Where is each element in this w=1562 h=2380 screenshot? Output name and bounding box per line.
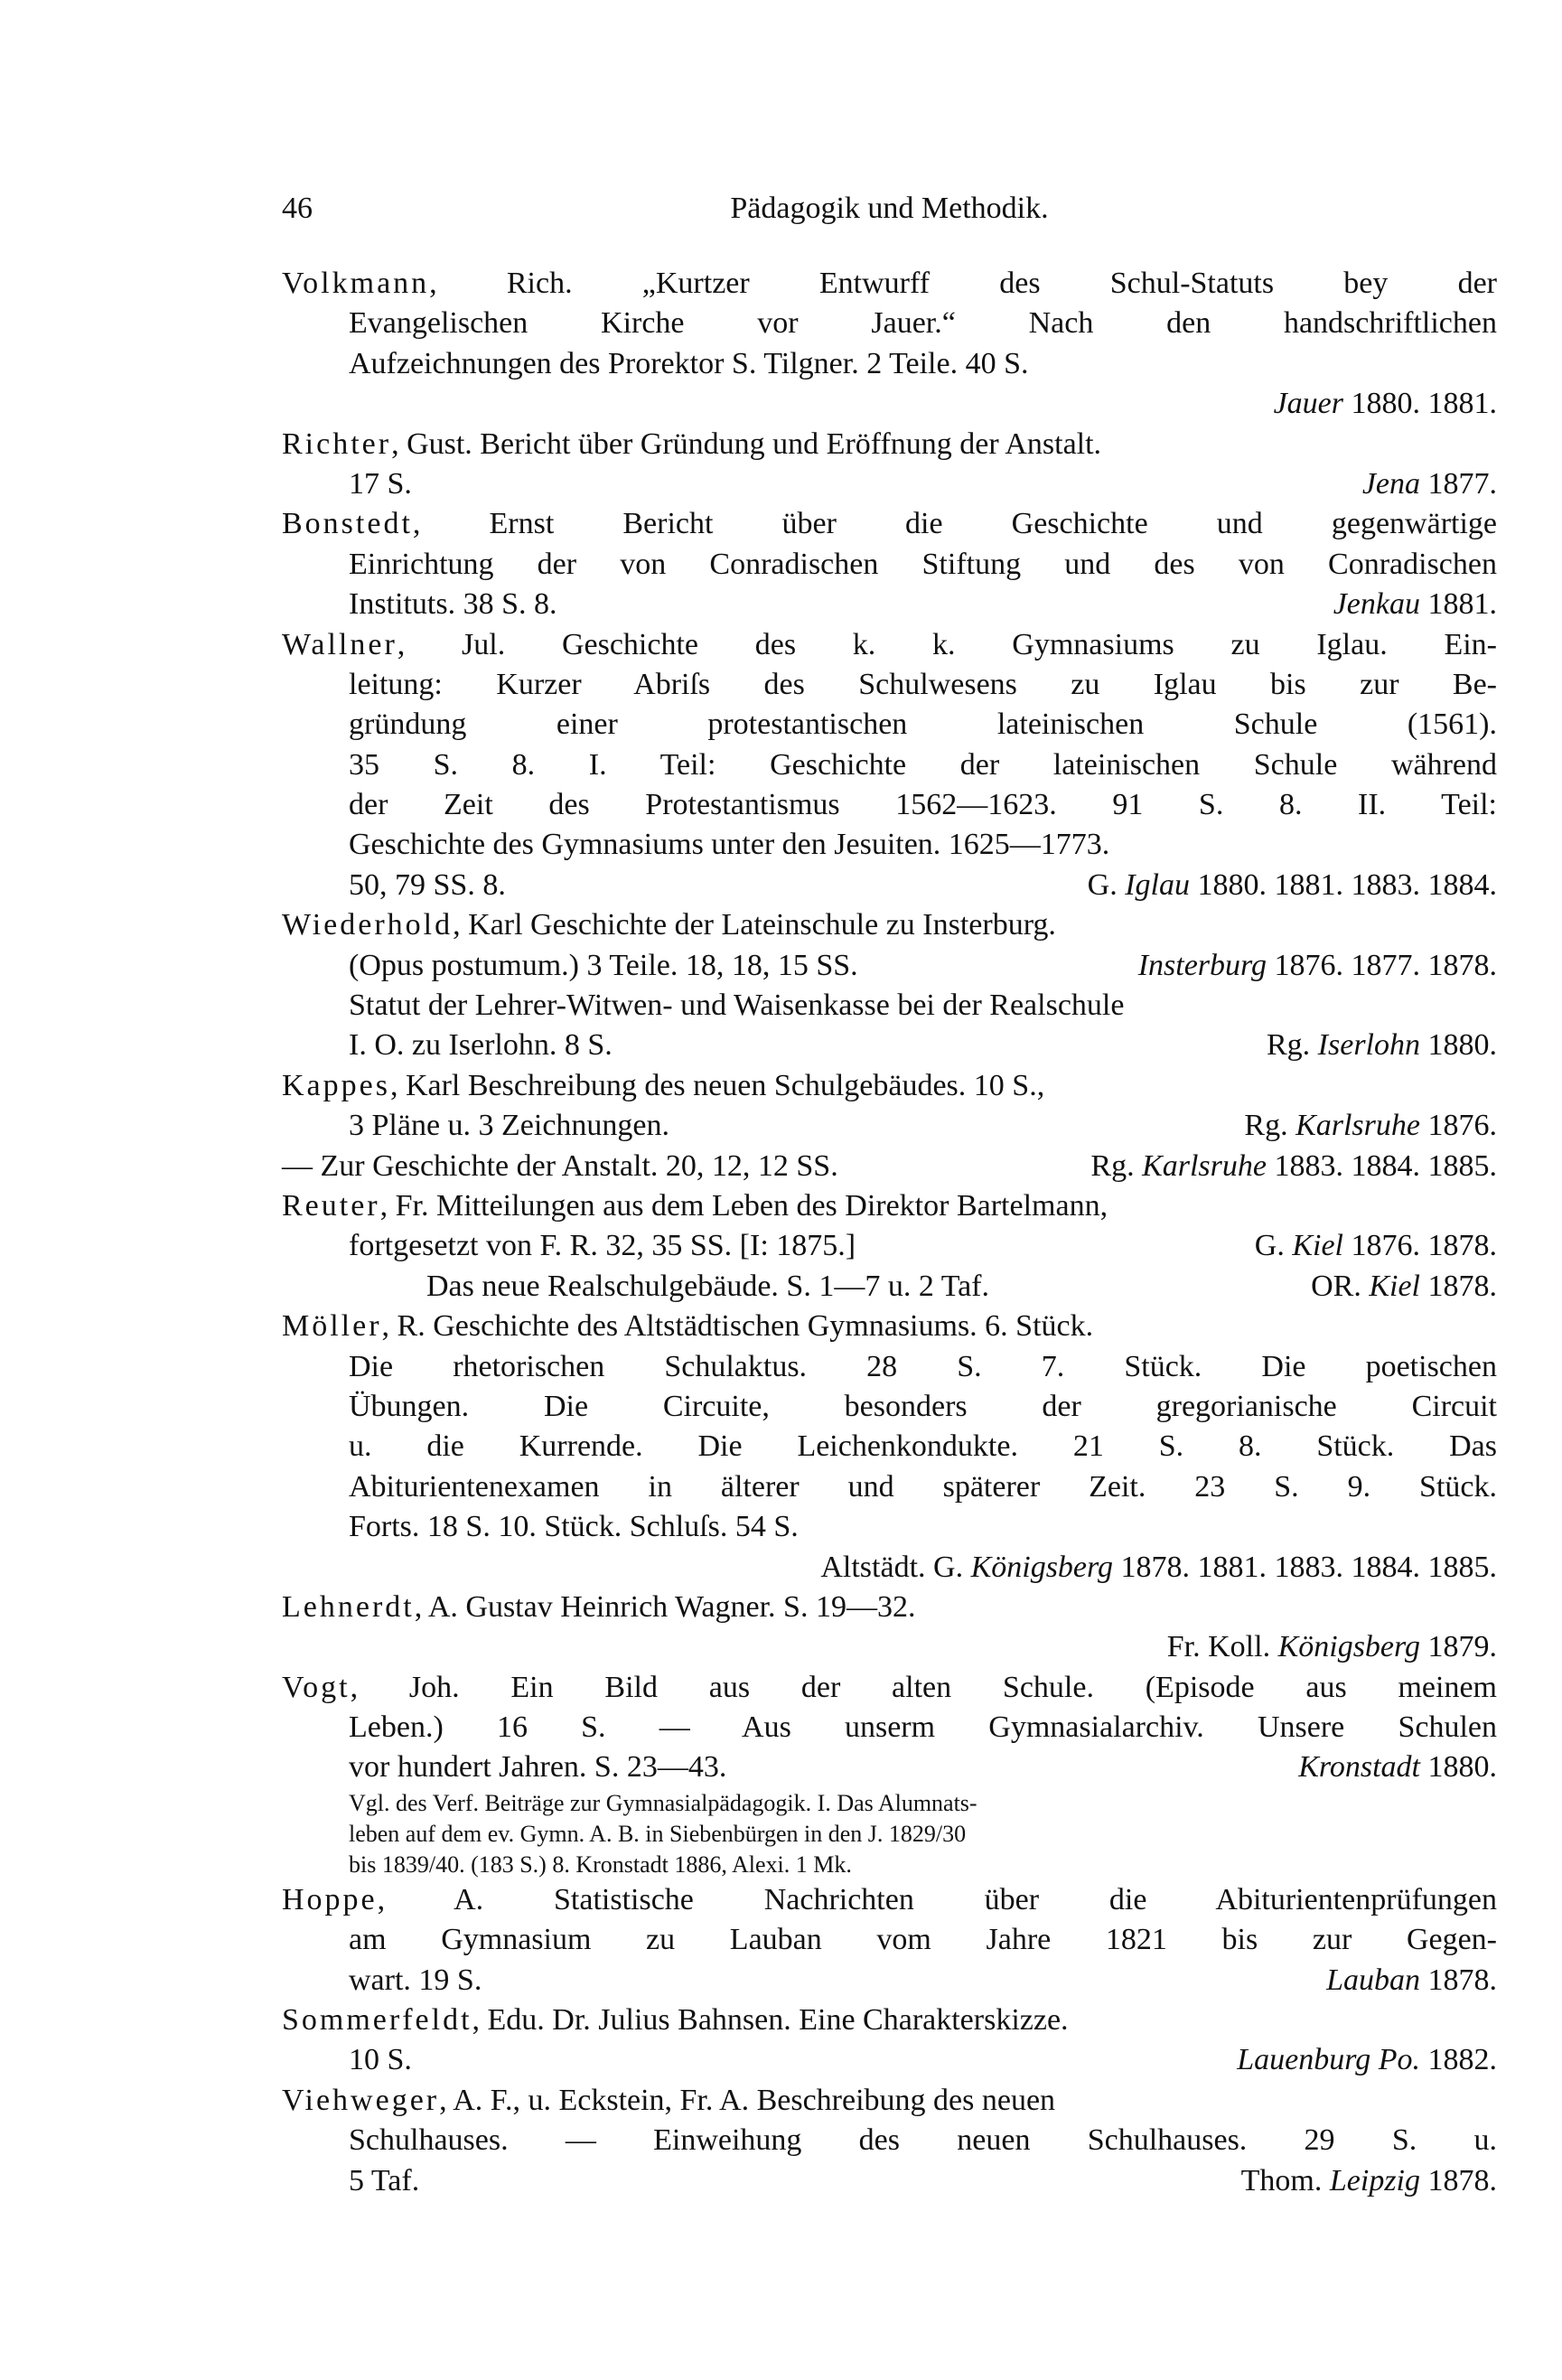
text-line bbox=[282, 504, 1497, 544]
place-name: Lauban bbox=[1326, 1963, 1420, 1997]
text-line bbox=[282, 1627, 1497, 1667]
text-line bbox=[282, 264, 1497, 304]
text-line bbox=[282, 1819, 1497, 1850]
text-line bbox=[282, 585, 1497, 624]
school-type: Rg. bbox=[1090, 1148, 1143, 1183]
line-text: 35 S. 8. I. Teil: Geschichte der lateinischen Schule während bbox=[349, 747, 1497, 782]
line-text: leitung: Kurzer Abriſs des Schulwesens zu Iglau bis zur Be- bbox=[349, 667, 1497, 701]
text-line bbox=[282, 625, 1497, 665]
publication-info bbox=[1311, 1267, 1497, 1307]
text-line bbox=[282, 665, 1497, 705]
years: 1880. bbox=[1420, 1750, 1497, 1785]
page-header bbox=[282, 192, 1497, 235]
years: 1876. 1877. 1878. bbox=[1267, 948, 1497, 982]
years: 1879. bbox=[1420, 1630, 1497, 1664]
line-text: (Opus postumum.) 3 Teile. 18, 18, 15 SS. bbox=[349, 948, 858, 982]
text-line bbox=[282, 2161, 1497, 2201]
text-line bbox=[282, 545, 1497, 585]
publication-info bbox=[1333, 585, 1497, 624]
place-name: Leipzig bbox=[1329, 2163, 1420, 2197]
text-line bbox=[282, 1387, 1497, 1427]
years: 1876. 1878. bbox=[1343, 1229, 1497, 1263]
line-text: , Rich. „Kurtzer Entwurff des Schul-Statuts bey der bbox=[429, 267, 1497, 300]
line-text: Das neue Realschulgebäude. S. 1—7 u. 2 Taf. bbox=[426, 1269, 990, 1303]
text-line bbox=[282, 705, 1497, 745]
entry-author: Hoppe bbox=[282, 1882, 378, 1916]
line-text: Forts. 18 S. 10. Stück. Schluſs. 54 S. bbox=[349, 1510, 799, 1544]
text-line bbox=[282, 2001, 1497, 2040]
text-line bbox=[282, 1961, 1497, 2001]
text-line bbox=[282, 1427, 1497, 1466]
place-name: Karlsruhe bbox=[1142, 1148, 1267, 1183]
years: 1878. bbox=[1420, 1269, 1497, 1303]
place-name: Kiel bbox=[1292, 1229, 1343, 1263]
entry-author: Wallner bbox=[282, 627, 398, 661]
school-type: Fr. Koll. bbox=[1166, 1630, 1278, 1664]
publication-info bbox=[1244, 1106, 1497, 1146]
text-line bbox=[282, 1267, 1497, 1307]
text-line bbox=[282, 905, 1497, 945]
line-text: Die rhetorischen Schulaktus. 28 S. 7. Stück. Die poetischen bbox=[349, 1349, 1497, 1383]
place-name: Lauenburg Po. bbox=[1237, 2043, 1420, 2077]
school-type: G. bbox=[1087, 867, 1126, 902]
place-name: Kronstadt bbox=[1298, 1750, 1420, 1785]
line-text: Leben.) 16 S. — Aus unserm Gymnasialarchiv. Unsere Schulen bbox=[349, 1710, 1497, 1745]
line-text: Abiturientenexamen in älterer und späterer Zeit. 23 S. 9. Stück. bbox=[349, 1469, 1497, 1504]
text-line bbox=[282, 785, 1497, 825]
text-line bbox=[282, 825, 1497, 865]
line-text: gründung einer protestantischen lateinischen Schule (1561). bbox=[349, 707, 1497, 742]
entry-author: Sommerfeldt bbox=[282, 2003, 472, 2038]
text-line bbox=[282, 1920, 1497, 1960]
text-line bbox=[282, 1066, 1497, 1106]
line-text: am Gymnasium zu Lauban vom Jahre 1821 bis zur Gegen- bbox=[349, 1923, 1497, 1957]
publication-info bbox=[1298, 1748, 1497, 1787]
text-line bbox=[282, 745, 1497, 785]
text-line bbox=[282, 986, 1497, 1026]
line-text: , A. F., u. Eckstein, Fr. A. Beschreibung des neuen bbox=[439, 2083, 1056, 2117]
text-line bbox=[282, 1147, 1497, 1186]
school-type: G. bbox=[1254, 1229, 1293, 1263]
text-line bbox=[282, 1880, 1497, 1920]
text-line bbox=[282, 1226, 1497, 1266]
years: 1878. bbox=[1420, 2163, 1497, 2197]
text-line bbox=[282, 304, 1497, 343]
line-text: Aufzeichnungen des Prorektor S. Tilgner. 2 Teile. 40 S. bbox=[349, 346, 1029, 380]
line-text: Schulhauses. — Einweihung des neuen Schulhauses. 29 S. u. bbox=[349, 2123, 1497, 2158]
publication-info bbox=[1090, 1147, 1497, 1186]
line-text: Statut der Lehrer-Witwen- und Waisenkasse bei der Realschule bbox=[349, 989, 1125, 1023]
entry-author: Kappes bbox=[282, 1068, 390, 1102]
entry-author: Volkmann bbox=[282, 267, 430, 300]
publication-info bbox=[1241, 2161, 1497, 2201]
place-name: Jena bbox=[1361, 466, 1420, 501]
publication-info bbox=[1167, 1627, 1497, 1667]
publication-info bbox=[1237, 2040, 1497, 2080]
line-text: Einrichtung der von Conradischen Stiftung und des von Conradischen bbox=[349, 547, 1497, 581]
line-text: vor hundert Jahren. S. 23—43. bbox=[349, 1750, 727, 1785]
line-text: leben auf dem ev. Gymn. A. B. in Siebenbürgen in den J. 1829/30 bbox=[349, 1820, 967, 1847]
text-line bbox=[282, 1347, 1497, 1387]
text-line bbox=[282, 344, 1497, 384]
text-line bbox=[282, 2121, 1497, 2160]
place-name: Kiel bbox=[1369, 1269, 1420, 1303]
line-text: 5 Taf. bbox=[349, 2163, 420, 2197]
years: 1878. 1881. 1883. 1884. 1885. bbox=[1113, 1550, 1497, 1584]
entry-author: Möller bbox=[282, 1309, 382, 1344]
text-line bbox=[282, 384, 1497, 424]
years: 1882. bbox=[1420, 2043, 1497, 2077]
school-type: OR. bbox=[1311, 1269, 1370, 1303]
entry-author: Richter bbox=[282, 426, 392, 461]
text-line bbox=[282, 946, 1497, 986]
school-type: Altstädt. G. bbox=[820, 1550, 971, 1584]
publication-info bbox=[1255, 1226, 1497, 1266]
school-type: Thom. bbox=[1240, 2163, 1330, 2197]
place-name: Karlsruhe bbox=[1295, 1109, 1420, 1143]
line-text: Vgl. des Verf. Beiträge zur Gymnasialpädagogik. I. Das Alumnats- bbox=[349, 1789, 977, 1816]
line-text: — Zur Geschichte der Anstalt. 20, 12, 12 SS. bbox=[282, 1148, 838, 1183]
line-text: , Fr. Mitteilungen aus dem Leben des Direktor Bartelmann, bbox=[379, 1188, 1108, 1223]
line-text: der Zeit des Protestantismus 1562—1623. 91 S. 8. II. Teil: bbox=[349, 788, 1497, 822]
page-number: 46 bbox=[282, 192, 313, 225]
school-type: Rg. bbox=[1266, 1028, 1318, 1063]
publication-info bbox=[1274, 384, 1497, 424]
line-text: Instituts. 38 S. 8. bbox=[349, 587, 557, 622]
line-text: bis 1839/40. (183 S.) 8. Kronstadt 1886, Alexi. 1 Mk. bbox=[349, 1851, 852, 1878]
text-line bbox=[282, 2040, 1497, 2080]
entry-author: Wiederhold bbox=[282, 908, 454, 942]
text-line bbox=[282, 1026, 1497, 1065]
line-text: , Joh. Ein Bild aus der alten Schule. (Episode aus meinem bbox=[350, 1670, 1497, 1704]
place-name: Königsberg bbox=[970, 1550, 1113, 1584]
line-text: fortgesetzt von F. R. 32, 35 SS. [I: 1875.] bbox=[349, 1229, 856, 1263]
line-text: Übungen. Die Circuite, besonders der gregorianische Circuit bbox=[349, 1389, 1497, 1423]
publication-info bbox=[1267, 1026, 1497, 1065]
years: 1876. bbox=[1420, 1109, 1497, 1143]
publication-info bbox=[1138, 946, 1497, 986]
entry-author: Vogt bbox=[282, 1670, 351, 1704]
years: 1881. bbox=[1420, 587, 1497, 622]
line-text: 10 S. bbox=[349, 2043, 412, 2077]
line-text: , Karl Geschichte der Lateinschule zu Insterburg. bbox=[453, 908, 1056, 942]
publication-info bbox=[1088, 866, 1497, 905]
years: 1880. bbox=[1420, 1028, 1497, 1063]
text-line bbox=[282, 1307, 1497, 1346]
text-line bbox=[282, 1748, 1497, 1787]
text-line bbox=[282, 1106, 1497, 1146]
line-text: u. die Kurrende. Die Leichenkondukte. 21 S. 8. Stück. Das bbox=[349, 1429, 1497, 1464]
line-text: I. O. zu Iserlohn. 8 S. bbox=[349, 1028, 613, 1063]
publication-info bbox=[820, 1548, 1497, 1588]
line-text: Evangelischen Kirche vor Jauer.“ Nach den handschriftlichen bbox=[349, 306, 1497, 341]
entry-author: Lehnerdt bbox=[282, 1589, 415, 1624]
place-name: Iserlohn bbox=[1317, 1028, 1420, 1063]
bibliography-list bbox=[282, 264, 1497, 2201]
line-text: 50, 79 SS. 8. bbox=[349, 867, 506, 902]
line-text: , A. Statistische Nachrichten über die Abiturientenprüfungen bbox=[377, 1882, 1497, 1916]
text-line bbox=[282, 1788, 1497, 1819]
entry-author: Viehweger bbox=[282, 2083, 440, 2117]
years: 1878. bbox=[1420, 1963, 1497, 1997]
text-line bbox=[282, 2081, 1497, 2121]
text-line bbox=[282, 1507, 1497, 1547]
years: 1883. 1884. 1885. bbox=[1267, 1148, 1497, 1183]
line-text: 3 Pläne u. 3 Zeichnungen. bbox=[349, 1109, 670, 1143]
text-line bbox=[282, 1467, 1497, 1507]
entry-author: Bonstedt bbox=[282, 507, 413, 541]
publication-info bbox=[1362, 464, 1497, 504]
text-line bbox=[282, 1548, 1497, 1588]
line-text: , A. Gustav Heinrich Wagner. S. 19—32. bbox=[414, 1589, 916, 1624]
text-line bbox=[282, 425, 1497, 464]
line-text: wart. 19 S. bbox=[349, 1963, 482, 1997]
text-line bbox=[282, 1186, 1497, 1226]
line-text: Geschichte des Gymnasiums unter den Jesuiten. 1625—1773. bbox=[349, 828, 1110, 862]
place-name: Jenkau bbox=[1333, 587, 1420, 622]
text-line bbox=[282, 1668, 1497, 1708]
years: 1880. 1881. 1883. 1884. bbox=[1190, 867, 1497, 902]
school-type: Rg. bbox=[1244, 1109, 1296, 1143]
line-text: , Jul. Geschichte des k. k. Gymnasiums zu Iglau. Ein- bbox=[397, 627, 1497, 661]
line-text: , Edu. Dr. Julius Bahnsen. Eine Charakterskizze. bbox=[472, 2003, 1069, 2038]
years: 1877. bbox=[1420, 466, 1497, 501]
text-line bbox=[282, 464, 1497, 504]
text-line bbox=[282, 1708, 1497, 1748]
text-line bbox=[282, 866, 1497, 905]
line-text: , R. Geschichte des Altstädtischen Gymnasiums. 6. Stück. bbox=[381, 1309, 1094, 1344]
publication-info bbox=[1326, 1961, 1497, 2001]
text-line bbox=[282, 1850, 1497, 1880]
place-name: Jauer bbox=[1273, 387, 1343, 421]
place-name: Königsberg bbox=[1277, 1630, 1420, 1664]
entry-author: Reuter bbox=[282, 1188, 380, 1223]
text-line bbox=[282, 1588, 1497, 1627]
line-text: 17 S. bbox=[349, 466, 412, 501]
place-name: Insterburg bbox=[1137, 948, 1267, 982]
line-text: , Karl Beschreibung des neuen Schulgebäudes. 10 S., bbox=[389, 1068, 1045, 1102]
years: 1880. 1881. bbox=[1343, 387, 1497, 421]
line-text: , Gust. Bericht über Gründung und Eröffnung der Anstalt. bbox=[391, 426, 1102, 461]
place-name: Iglau bbox=[1125, 867, 1190, 902]
line-text: , Ernst Bericht über die Geschichte und gegenwärtige bbox=[412, 507, 1497, 541]
running-title: Pädagogik und Methodik. bbox=[730, 192, 1049, 225]
